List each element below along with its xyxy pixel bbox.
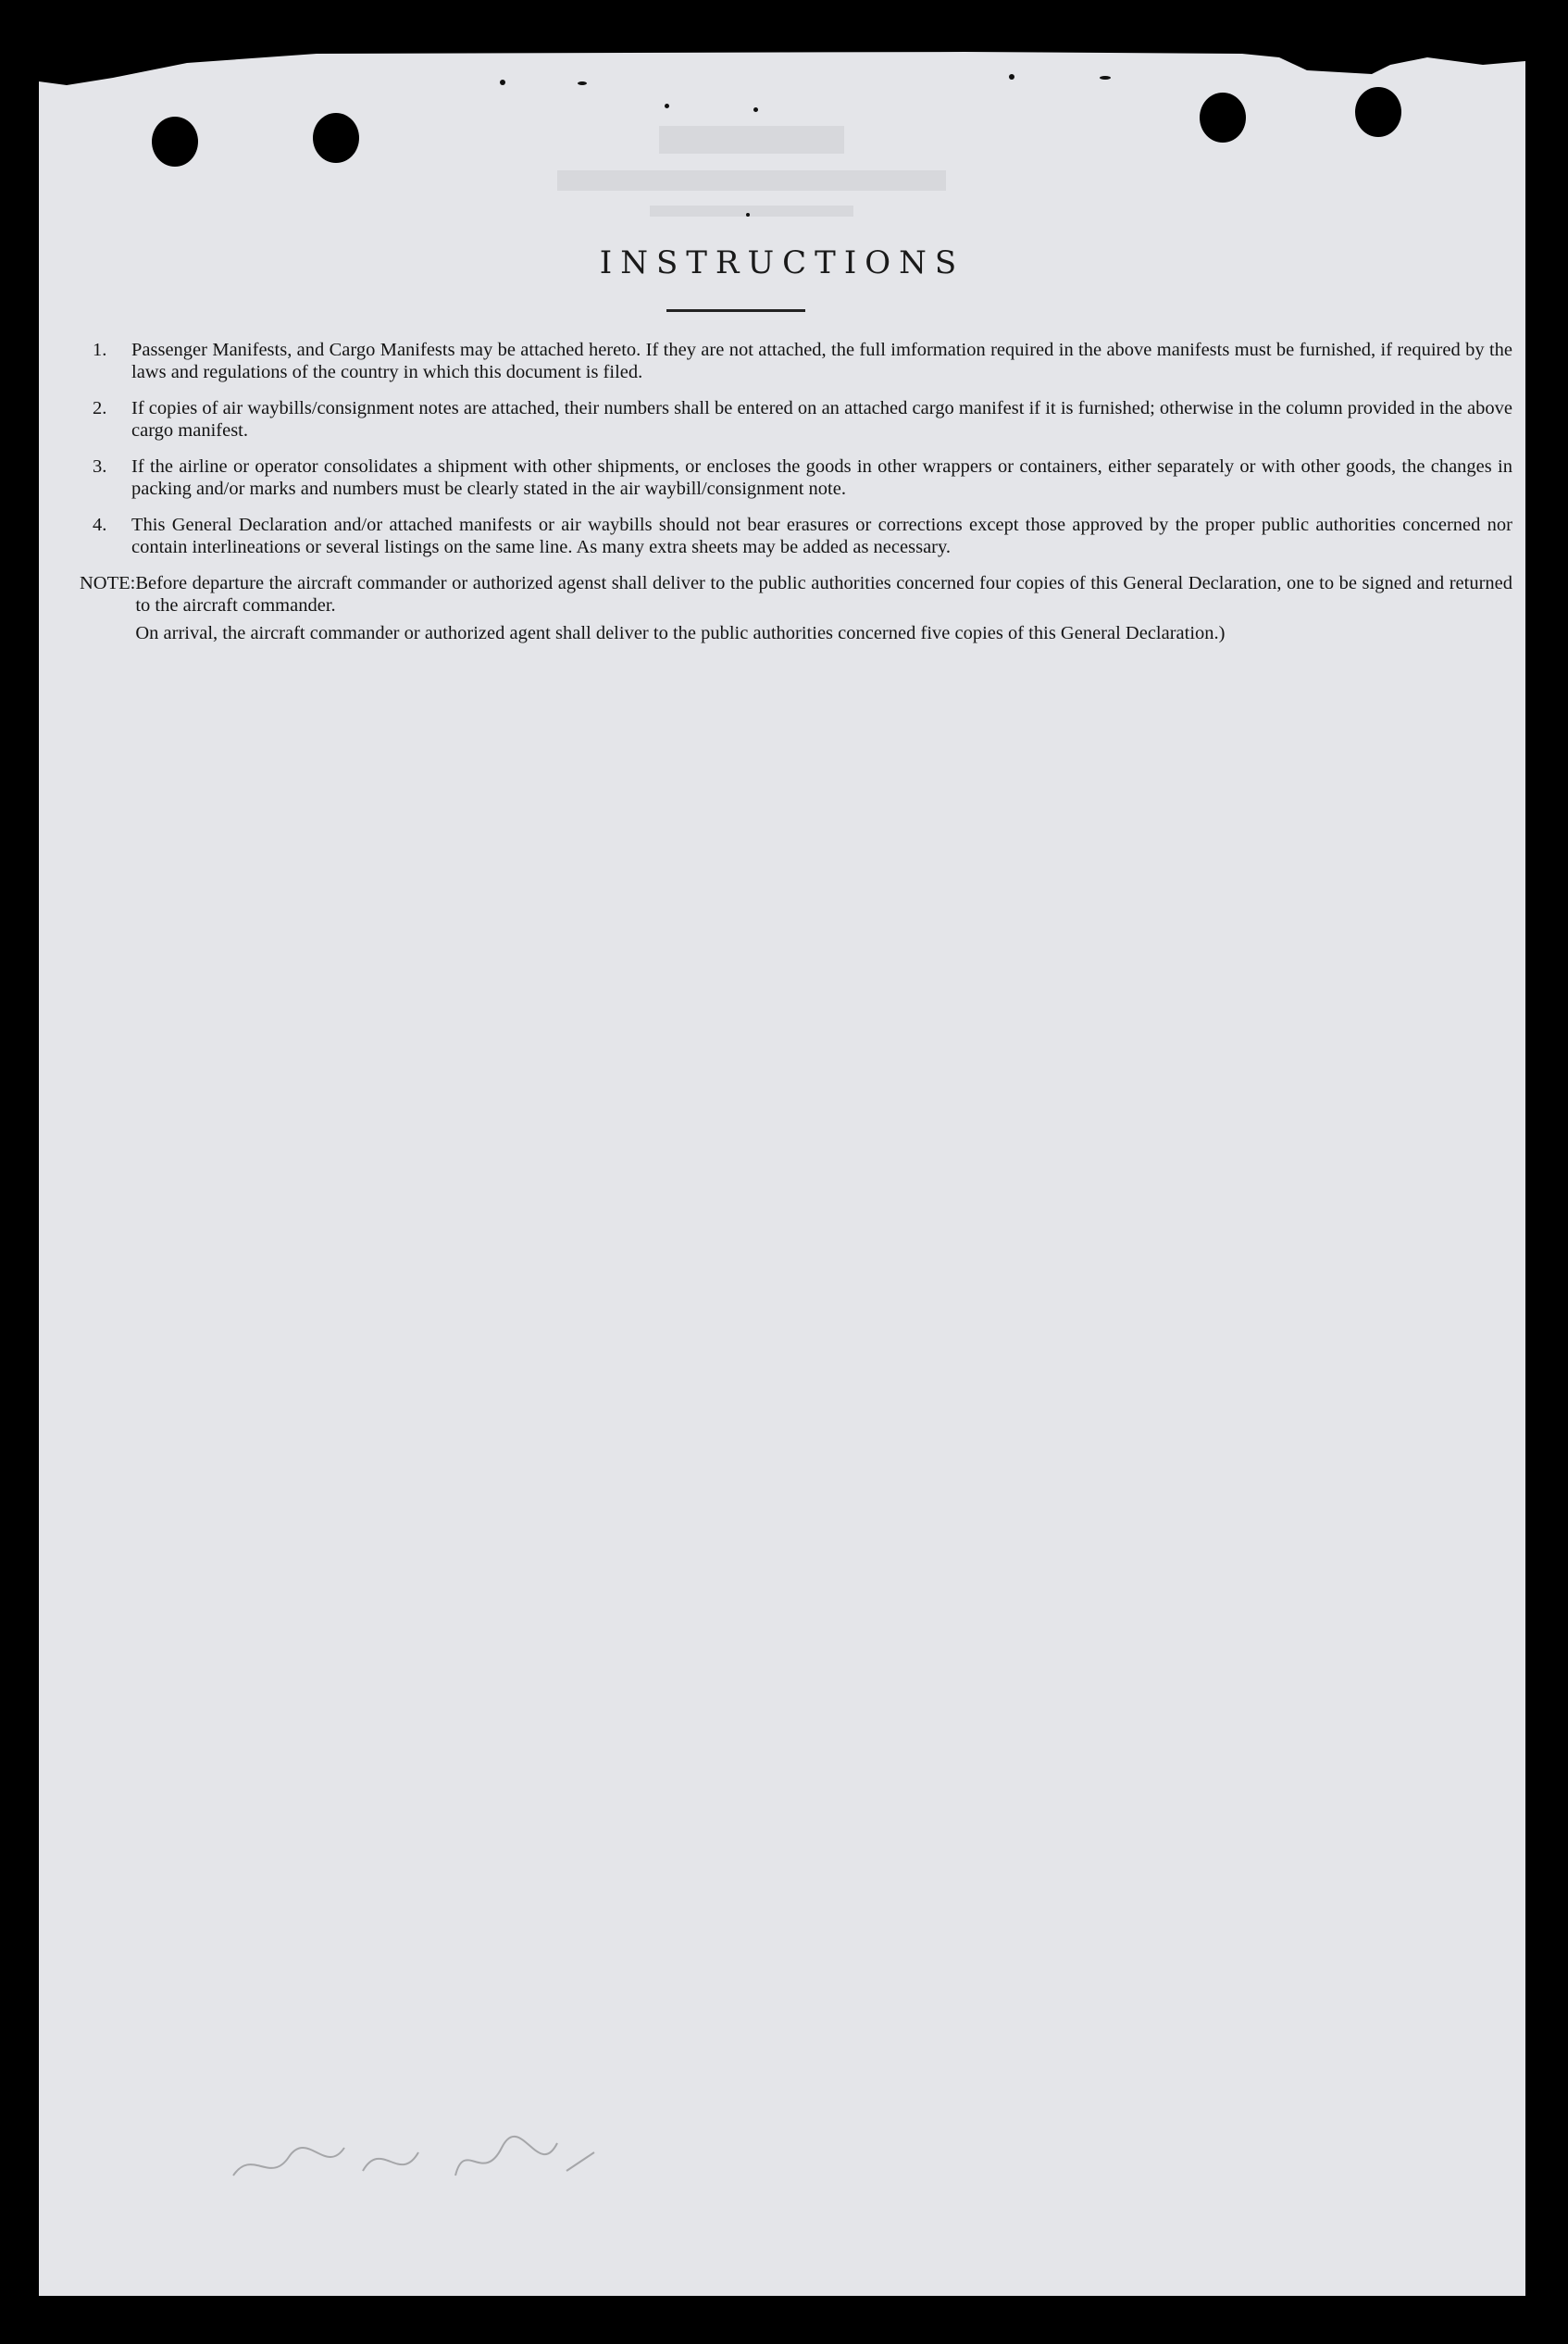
speck	[753, 107, 758, 112]
speck	[500, 80, 505, 85]
note-label: NOTE:	[80, 573, 136, 593]
speck	[665, 104, 669, 108]
speck	[1009, 74, 1014, 80]
instruction-item-2	[93, 397, 1512, 442]
instructions-list	[80, 339, 1512, 650]
note-paragraph-departure: Before departure the aircraft commander or authorized agenst shall deliver to the public authorities concerned four copies of this General Declaration, one to be signed and returned to the aircraft commander.	[135, 573, 1512, 616]
instruction-text: If copies of air waybills/consignment notes are attached, their numbers shall be entered on an attached cargo manifest if it is furnished; otherwise in the column provided in the above cargo manifest.	[131, 398, 1512, 441]
note-paragraph-arrival: On arrival, the aircraft commander or authorized agent shall deliver to the public authorities concerned five copies of this General Declaration.)	[135, 623, 1226, 643]
note-body	[135, 572, 1512, 650]
title-underline	[666, 309, 805, 312]
punch-hole-3	[1200, 93, 1246, 143]
instruction-number: 1.	[93, 340, 107, 360]
faint-handwritten-signature	[224, 2120, 613, 2194]
punch-hole-2	[313, 113, 359, 163]
punch-hole-1	[152, 117, 198, 167]
instruction-number: 2.	[93, 398, 107, 418]
instruction-item-3	[93, 455, 1512, 500]
faint-bleed-through-stamp	[539, 117, 964, 228]
instruction-item-1	[93, 339, 1512, 383]
speck	[1100, 76, 1111, 80]
note-block	[80, 572, 1512, 650]
speck	[578, 81, 587, 85]
instruction-text: Passenger Manifests, and Cargo Manifests may be attached hereto. If they are not attached, the full imformation required in the above manifests must be furnished, if required by the laws and regulations of the country in which this document is filed.	[131, 340, 1512, 382]
punch-hole-4	[1355, 87, 1401, 137]
page-title: INSTRUCTIONS	[599, 244, 965, 281]
instruction-number: 4.	[93, 515, 107, 535]
document-sheet	[39, 37, 1525, 2296]
instruction-number: 3.	[93, 456, 107, 477]
instruction-text: This General Declaration and/or attached manifests or air waybills should not bear erasures or corrections except those approved by the proper public authorities concerned nor contain interlineations or several listings on the same line. As many extra sheets may be added as necessary.	[131, 515, 1512, 557]
torn-top-edge	[39, 37, 1525, 93]
instruction-item-4	[93, 514, 1512, 558]
instruction-text: If the airline or operator consolidates a shipment with other shipments, or encloses the goods in other wrappers or containers, either separately or with other goods, the changes in packing and/or marks and numbers must be clearly stated in the air waybill/consignment note.	[131, 456, 1512, 499]
